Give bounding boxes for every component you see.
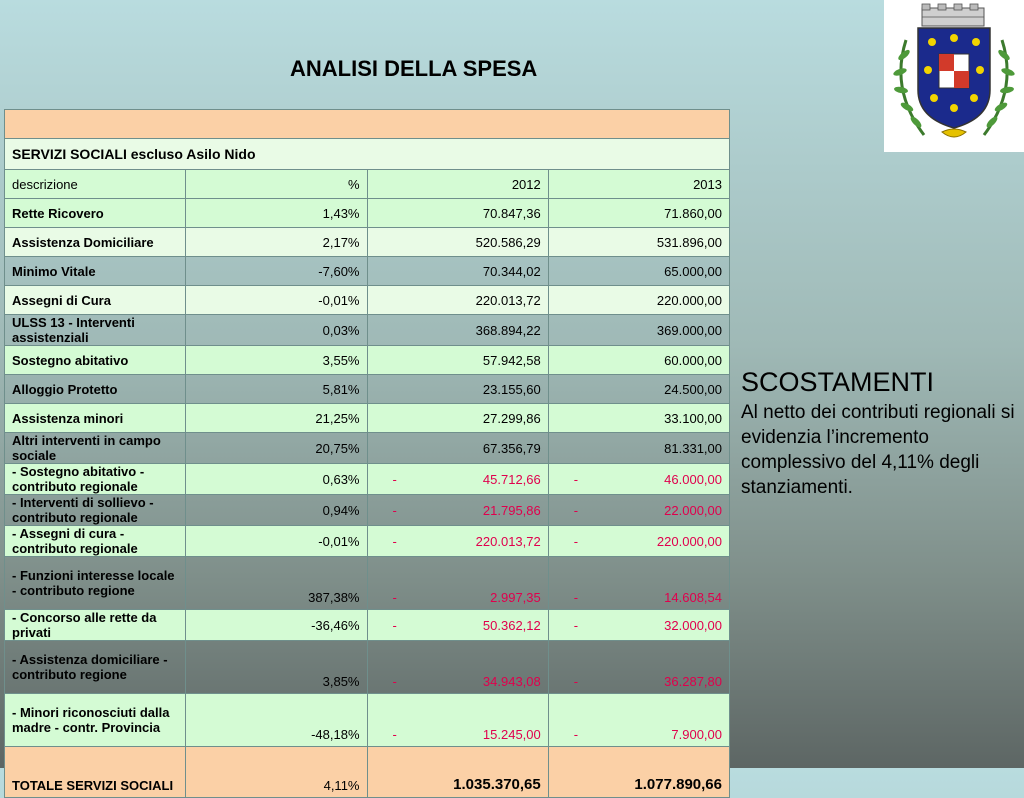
value-cell [556, 590, 722, 605]
row-description: ULSS 13 - Interventi assistenziali [5, 315, 186, 346]
row-description: - Minori riconosciuti dalla madre - contr. Provincia [5, 694, 186, 747]
row-value-2012: 70.847,36 [367, 199, 548, 228]
page-title: ANALISI DELLA SPESA [290, 56, 538, 81]
value-text: 36.287,80 [664, 674, 722, 689]
row-description: Assistenza minori [5, 404, 186, 433]
row-value-2012 [367, 694, 548, 747]
table-row [5, 199, 730, 228]
minus-sign: - [392, 590, 397, 605]
column-header-percent: % [186, 170, 367, 199]
minus-sign: - [573, 590, 579, 605]
value-cell [375, 472, 541, 487]
column-header-row [5, 170, 730, 199]
row-value-2012 [367, 495, 548, 526]
total-row [5, 747, 730, 798]
minus-sign: - [573, 617, 579, 633]
table-row [5, 433, 730, 464]
table-row [5, 257, 730, 286]
column-header-2012: 2012 [367, 170, 548, 199]
table-row [5, 526, 730, 557]
minus-sign: - [573, 727, 579, 742]
minus-sign: - [392, 674, 397, 689]
row-percent: 3,55% [186, 346, 367, 375]
table-row [5, 557, 730, 610]
value-cell [375, 503, 541, 518]
variance-text: Al netto dei contributi regionali si evidenzia l’incremento complessivo del 4,11% degli stanziamenti. [741, 402, 1015, 498]
row-description: - Funzioni interesse locale - contributo regione [5, 557, 186, 610]
column-header-description: descrizione [5, 170, 186, 199]
table-row [5, 375, 730, 404]
row-value-2013: 81.331,00 [548, 433, 729, 464]
row-value-2012: 23.155,60 [367, 375, 548, 404]
minus-sign: - [573, 674, 579, 689]
value-text: 7.900,00 [671, 727, 722, 742]
table-row [5, 694, 730, 747]
row-value-2012: 57.942,58 [367, 346, 548, 375]
total-percent: 4,11% [186, 747, 367, 798]
row-value-2012 [367, 526, 548, 557]
row-value-2013 [548, 495, 729, 526]
row-value-2013 [548, 641, 729, 694]
row-description: - Sostegno abitativo - contributo regionale [5, 464, 186, 495]
value-text: 45.712,66 [482, 471, 541, 487]
coat-of-arms-icon [884, 0, 1024, 152]
value-cell [556, 503, 722, 518]
table-row [5, 641, 730, 694]
row-value-2012 [367, 610, 548, 641]
minus-sign: - [392, 617, 397, 633]
row-percent: 20,75% [186, 433, 367, 464]
value-cell [556, 534, 722, 549]
row-percent: 0,03% [186, 315, 367, 346]
value-text: 46.000,00 [664, 471, 722, 487]
row-percent: 21,25% [186, 404, 367, 433]
minus-sign: - [392, 727, 397, 742]
row-value-2012: 520.586,29 [367, 228, 548, 257]
row-value-2012 [367, 641, 548, 694]
row-value-2013: 65.000,00 [548, 257, 729, 286]
row-value-2013: 71.860,00 [548, 199, 729, 228]
value-text: 21.795,86 [482, 502, 541, 518]
coat-of-arms-logo [884, 0, 1024, 152]
row-value-2013 [548, 464, 729, 495]
table-row [5, 315, 730, 346]
row-percent: 387,38% [186, 557, 367, 610]
table-row [5, 610, 730, 641]
value-text: 14.608,54 [664, 590, 722, 605]
value-cell [375, 618, 541, 633]
row-value-2012: 368.894,22 [367, 315, 548, 346]
row-description: Minimo Vitale [5, 257, 186, 286]
minus-sign: - [392, 471, 397, 487]
total-2012: 1.035.370,65 [367, 747, 548, 798]
row-description: Alloggio Protetto [5, 375, 186, 404]
row-percent: -7,60% [186, 257, 367, 286]
table-row [5, 464, 730, 495]
value-cell [375, 674, 541, 689]
row-value-2013: 33.100,00 [548, 404, 729, 433]
spending-table [4, 109, 730, 798]
row-percent: -0,01% [186, 286, 367, 315]
row-percent: -0,01% [186, 526, 367, 557]
row-percent: -48,18% [186, 694, 367, 747]
minus-sign: - [392, 502, 397, 518]
row-description: Rette Ricovero [5, 199, 186, 228]
value-cell [375, 727, 541, 742]
minus-sign: - [573, 471, 579, 487]
value-text: 50.362,12 [482, 617, 541, 633]
row-value-2013: 531.896,00 [548, 228, 729, 257]
row-value-2012: 70.344,02 [367, 257, 548, 286]
row-description: Assistenza Domiciliare [5, 228, 186, 257]
value-text: 22.000,00 [664, 502, 722, 518]
section-header-row [5, 139, 730, 170]
table-row [5, 404, 730, 433]
table-row [5, 495, 730, 526]
value-cell [375, 534, 541, 549]
variance-heading: SCOSTAMENTI [741, 367, 935, 397]
row-value-2013: 369.000,00 [548, 315, 729, 346]
row-value-2013: 60.000,00 [548, 346, 729, 375]
row-value-2012: 67.356,79 [367, 433, 548, 464]
row-value-2012 [367, 557, 548, 610]
row-description: Altri interventi in campo sociale [5, 433, 186, 464]
row-value-2013: 220.000,00 [548, 286, 729, 315]
minus-sign: - [573, 502, 579, 518]
row-value-2012: 220.013,72 [367, 286, 548, 315]
row-percent: 5,81% [186, 375, 367, 404]
variance-note [741, 366, 1019, 500]
value-cell [556, 618, 722, 633]
row-percent: 0,94% [186, 495, 367, 526]
row-value-2012: 27.299,86 [367, 404, 548, 433]
table-row [5, 346, 730, 375]
value-text: 220.000,00 [656, 533, 722, 549]
row-percent: 0,63% [186, 464, 367, 495]
row-value-2013 [548, 526, 729, 557]
row-description: - Interventi di sollievo - contributo regionale [5, 495, 186, 526]
value-text: 220.013,72 [475, 533, 541, 549]
row-description: Assegni di Cura [5, 286, 186, 315]
row-description: - Assegni di cura - contributo regionale [5, 526, 186, 557]
row-description: - Concorso alle rette da privati [5, 610, 186, 641]
table-row [5, 228, 730, 257]
row-percent: -36,46% [186, 610, 367, 641]
row-description: - Assistenza domiciliare - contributo regione [5, 641, 186, 694]
value-cell [375, 590, 541, 605]
value-cell [556, 472, 722, 487]
row-percent: 3,85% [186, 641, 367, 694]
total-label: TOTALE SERVIZI SOCIALI [5, 747, 186, 798]
row-description: Sostegno abitativo [5, 346, 186, 375]
row-value-2013 [548, 557, 729, 610]
row-percent: 1,43% [186, 199, 367, 228]
table-row [5, 286, 730, 315]
row-value-2013 [548, 610, 729, 641]
value-cell [556, 674, 722, 689]
value-text: 34.943,08 [482, 674, 541, 689]
total-2013: 1.077.890,66 [548, 747, 729, 798]
section-title: SERVIZI SOCIALI escluso Asilo Nido [5, 139, 730, 170]
row-percent: 2,17% [186, 228, 367, 257]
row-value-2013 [548, 694, 729, 747]
table-top-band [5, 110, 730, 139]
row-value-2012 [367, 464, 548, 495]
row-value-2013: 24.500,00 [548, 375, 729, 404]
value-text: 32.000,00 [664, 617, 722, 633]
minus-sign: - [392, 533, 397, 549]
minus-sign: - [573, 533, 579, 549]
value-text: 15.245,00 [482, 727, 541, 742]
value-cell [556, 727, 722, 742]
value-text: 2.997,35 [490, 590, 541, 605]
column-header-2013: 2013 [548, 170, 729, 199]
